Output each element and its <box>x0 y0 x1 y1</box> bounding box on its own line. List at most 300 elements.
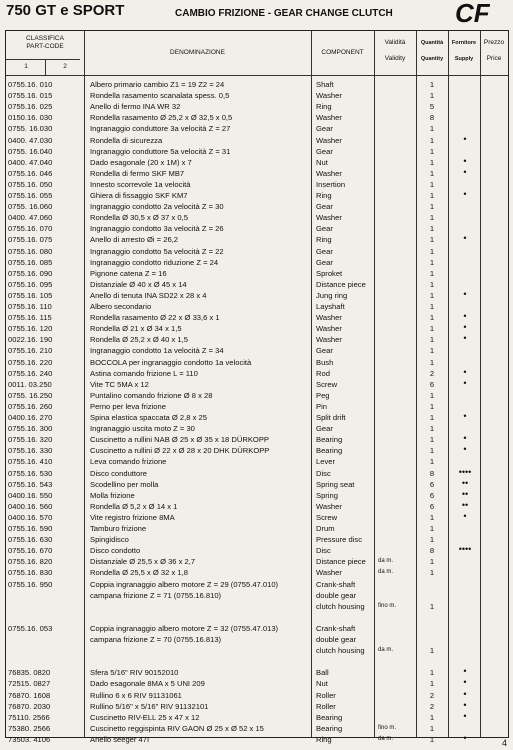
col-part-code: CLASSIFICA PART-CODE <box>26 35 64 50</box>
description-cell: Rondella Ø 25,2 x Ø 40 x 1,5 <box>90 335 188 345</box>
component-cell: Bearing <box>316 435 343 445</box>
component-cell: Disc <box>316 468 331 478</box>
description-cell: Ingranaggio condotto 2a velocità Z = 30 <box>90 202 224 212</box>
component-cell: Jung ring <box>316 290 348 300</box>
quantity-cell: 1 <box>429 202 435 212</box>
table-row <box>6 512 508 523</box>
part-code-cell: 0755.16. 110 <box>8 302 52 311</box>
quantity-cell: 6 <box>429 379 435 389</box>
supply-cell: • <box>463 189 467 199</box>
col-supply: Fornitore Supply <box>451 40 477 62</box>
quantity-cell: 1 <box>429 146 435 156</box>
table-row <box>6 390 508 401</box>
table-row <box>6 567 508 578</box>
table-row <box>6 678 508 689</box>
quantity-cell: 1 <box>429 712 435 722</box>
validity-cell: da m. <box>378 735 394 742</box>
component-cell: Gear <box>316 124 333 134</box>
table-row <box>6 345 508 356</box>
table-row <box>6 434 508 445</box>
part-code-cell: 0400.16. 270 <box>8 413 53 422</box>
part-code-cell: 75380. 2566 <box>8 723 51 733</box>
part-code-cell: 0755. 16.040 <box>8 146 53 156</box>
validity-cell: fino m. <box>378 602 397 609</box>
table-row <box>6 301 508 312</box>
supply-cell: • <box>463 666 467 677</box>
part-code-cell: 0400.16. 550 <box>8 490 53 500</box>
quantity-cell: 1 <box>429 557 435 567</box>
col-denominazione: DENOMINAZIONE <box>170 49 225 56</box>
quantity-cell: 1 <box>429 601 435 611</box>
table-row <box>6 146 508 157</box>
description-cell: Anello seeger 47I <box>90 734 150 744</box>
supply-cell: •• <box>461 477 469 488</box>
component-cell: Bearing <box>316 446 343 456</box>
component-cell: Distance piece <box>316 557 366 567</box>
description-cell: Ingranaggio conduttore 5a velocità Z = 31 <box>90 146 231 156</box>
component-cell: Gear <box>316 146 333 156</box>
quantity-cell: 1 <box>429 346 435 356</box>
description-cell: Anello di fermo INA WR 32 <box>90 102 181 112</box>
component-cell: Gear <box>316 257 333 267</box>
part-code-cell: 0400. 47.030 <box>8 135 53 145</box>
component-cell: Ring <box>316 235 332 245</box>
supply-cell: • <box>463 333 467 344</box>
description-cell: Rondella rasamento Ø 22 x Ø 33,6 x 1 <box>90 313 220 323</box>
quantity-cell: 1 <box>429 268 435 278</box>
component-cell: Washer <box>316 113 342 123</box>
part-code-cell: 0755.16. 090 <box>8 268 53 278</box>
quantity-cell: 1 <box>429 91 435 101</box>
table-row <box>6 479 508 490</box>
quantity-cell: 2 <box>429 690 435 700</box>
part-code-cell: 0755.16. 085 <box>8 257 53 267</box>
table-row <box>6 90 508 101</box>
component-cell: double gear <box>316 635 357 644</box>
component-cell: Pin <box>316 401 327 411</box>
component-cell: Crank-shaft <box>316 579 356 589</box>
table-row <box>6 423 508 434</box>
part-code-cell: 0400.16. 570 <box>8 512 53 522</box>
quantity-cell: 1 <box>429 435 435 445</box>
part-code-cell: 0755.16. 115 <box>8 313 52 323</box>
table-row <box>6 357 508 368</box>
component-cell: Gear <box>316 202 333 212</box>
table-row <box>6 534 508 545</box>
description-cell: Puntalino comando frizione Ø 8 x 28 <box>90 390 213 400</box>
component-cell: Washer <box>316 324 342 334</box>
component-cell: Spring <box>316 490 338 500</box>
component-cell: Washer <box>316 213 342 223</box>
description-cell: campana frizione Z = 70 (0755.16.813) <box>90 635 222 644</box>
table-row <box>6 667 508 678</box>
table-row <box>6 556 508 567</box>
quantity-cell: 1 <box>429 80 435 89</box>
part-code-cell: 0755.16. 220 <box>8 357 53 367</box>
supply-cell: • <box>463 510 467 521</box>
description-cell: Vite TC 5MA x 12 <box>90 379 149 389</box>
component-cell: Crank-shaft <box>316 623 356 633</box>
table-row <box>6 723 508 734</box>
part-code-cell: 0755.16. 120 <box>8 324 53 334</box>
table-row <box>6 179 508 190</box>
component-cell: Washer <box>316 501 342 511</box>
table-row <box>6 223 508 234</box>
quantity-cell: 1 <box>429 313 435 323</box>
quantity-cell: 1 <box>429 390 435 400</box>
description-cell: Ghiera di fissaggio SKF KM7 <box>90 191 188 200</box>
part-code-cell: 0755.16. 300 <box>8 424 53 434</box>
col-sub-2: 2 <box>63 63 67 70</box>
table-row <box>6 101 508 112</box>
quantity-cell: 1 <box>429 179 435 189</box>
component-cell: Layshaft <box>316 302 345 311</box>
table-row <box>6 212 508 223</box>
part-code-cell: 0755.16. 410 <box>8 457 53 467</box>
supply-cell: • <box>463 366 467 377</box>
part-code-cell: 0400. 47.060 <box>8 213 53 223</box>
part-code-cell: 75110. 2566 <box>8 712 50 722</box>
part-code-cell: 76835. 0820 <box>8 668 51 678</box>
part-code-cell: 0150.16. 030 <box>8 113 53 123</box>
description-cell: Coppia ingranaggio albero motore Z = 29 (0755.47.010) <box>90 579 279 589</box>
quantity-cell: 1 <box>429 224 435 234</box>
description-cell: Rondella Ø 30,5 x Ø 37 x 0,5 <box>90 213 188 223</box>
parts-table <box>5 30 509 744</box>
part-code-cell: 0755.16. 543 <box>8 479 53 489</box>
table-row <box>6 379 508 390</box>
table-row <box>6 645 508 656</box>
description-cell: Disco conduttore <box>90 468 147 478</box>
description-cell: Tamburo frizione <box>90 524 147 533</box>
table-row <box>6 368 508 379</box>
model-title: 750 GT e SPORT <box>6 2 125 19</box>
quantity-cell: 1 <box>429 213 435 223</box>
quantity-cell: 1 <box>429 290 435 300</box>
col-sub-1: 1 <box>24 63 28 70</box>
component-cell: Washer <box>316 568 342 578</box>
component-cell: Ring <box>316 102 332 112</box>
component-cell: Shaft <box>316 80 334 89</box>
description-cell: Leva comando frizione <box>90 457 167 467</box>
table-row <box>6 412 508 423</box>
supply-cell: •• <box>461 488 469 499</box>
part-code-cell: 0755.16. 046 <box>8 168 53 178</box>
quantity-cell: 6 <box>429 490 435 500</box>
description-cell: Distanziale Ø 40 x Ø 45 x 14 <box>90 279 187 289</box>
part-code-cell: 0755.16. 950 <box>8 579 53 589</box>
supply-cell: • <box>463 288 467 299</box>
part-code-cell: 0755.16. 105 <box>8 290 53 300</box>
validity-cell: da m. <box>378 647 394 654</box>
supply-cell: •••• <box>458 544 472 555</box>
quantity-cell: 1 <box>429 535 435 545</box>
part-code-cell: 0755.16. 260 <box>8 401 53 411</box>
part-code-cell: 0755.16. 010 <box>8 80 53 89</box>
description-cell: Ingranaggio uscita moto Z = 30 <box>90 424 195 434</box>
description-cell: BOCCOLA per ingranaggio condotto 1a velocità <box>90 357 252 367</box>
table-row <box>6 312 508 323</box>
table-row <box>6 135 508 146</box>
supply-cell: • <box>463 311 467 322</box>
quantity-cell: 1 <box>429 257 435 267</box>
component-cell: double gear <box>316 590 357 600</box>
component-cell: Washer <box>316 335 342 345</box>
part-code-cell: 0755.16. 053 <box>8 623 53 633</box>
description-cell: Perno per leva frizione <box>90 401 166 411</box>
table-row <box>6 323 508 334</box>
quantity-cell: 1 <box>429 646 435 656</box>
description-cell: Dado esagonale (20 x 1M) x 7 <box>90 157 192 167</box>
quantity-cell: 5 <box>429 102 435 112</box>
component-cell: Washer <box>316 168 342 178</box>
quantity-cell: 1 <box>429 302 435 311</box>
component-cell: clutch housing <box>316 601 365 611</box>
quantity-cell: 1 <box>429 668 435 678</box>
table-row <box>6 190 508 201</box>
component-cell: Washer <box>316 135 342 145</box>
subheader-divider <box>6 59 80 60</box>
table-row <box>6 590 508 601</box>
description-cell: Ingranaggio conduttore 3a velocità Z = 27 <box>90 124 231 134</box>
quantity-cell: 1 <box>429 279 435 289</box>
description-cell: Cuscinetto RIV-ELL 25 x 47 x 12 <box>90 712 200 722</box>
description-cell: Sfera 5/16" RIV 90152010 <box>90 668 179 678</box>
part-code-cell: 0755.16. 830 <box>8 568 53 578</box>
part-code-cell: 0022.16. 190 <box>8 335 53 345</box>
description-cell: Albero secondario <box>90 302 152 311</box>
table-row <box>6 279 508 290</box>
component-cell: Nut <box>316 679 328 689</box>
table-row <box>6 112 508 123</box>
component-cell: Bearing <box>316 723 343 733</box>
part-code-cell: 0755.16. 080 <box>8 246 53 256</box>
table-row <box>6 246 508 257</box>
part-code-cell: 0400.16. 560 <box>8 501 53 511</box>
table-row <box>6 290 508 301</box>
description-cell: Innesto scorrevole 1a velocità <box>90 179 191 189</box>
supply-cell: • <box>463 444 467 455</box>
header-divider <box>6 75 508 76</box>
component-cell: Roller <box>316 701 336 711</box>
col-validity: Validità Validity <box>384 39 406 62</box>
quantity-cell: 8 <box>429 546 435 556</box>
component-cell: Drum <box>316 524 335 533</box>
description-cell: Rondella rasamento Ø 25,2 x Ø 32,5 x 0,5 <box>90 113 233 123</box>
component-cell: Sproket <box>316 268 343 278</box>
component-cell: Spring seat <box>316 479 355 489</box>
component-cell: Bearing <box>316 712 343 722</box>
quantity-cell: 1 <box>429 357 435 367</box>
section-title: CAMBIO FRIZIONE - GEAR CHANGE CLUTCH <box>175 8 393 19</box>
supply-cell: • <box>463 699 467 710</box>
quantity-cell: 8 <box>429 113 435 123</box>
table-row <box>6 601 508 612</box>
table-row <box>6 201 508 212</box>
description-cell: Rondella di sicurezza <box>90 135 163 145</box>
table-row <box>6 490 508 501</box>
component-cell: Ring <box>316 191 332 200</box>
quantity-cell: 1 <box>429 424 435 434</box>
supply-cell: • <box>463 322 467 333</box>
component-cell: Insertion <box>316 179 346 189</box>
part-code-cell: 0755. 16.060 <box>8 202 53 212</box>
quantity-cell: 8 <box>429 468 435 478</box>
supply-cell: • <box>463 433 467 444</box>
description-cell: Vite registro frizione 8MA <box>90 512 175 522</box>
part-code-cell: 0755.16. 240 <box>8 368 53 378</box>
part-code-cell: 0755.16. 075 <box>8 235 53 245</box>
quantity-cell: 1 <box>429 335 435 345</box>
table-row <box>6 579 508 590</box>
component-cell: Pressure disc <box>316 535 363 545</box>
table-row <box>6 456 508 467</box>
description-cell: Rondella Ø 5,2 x Ø 14 x 1 <box>90 501 178 511</box>
supply-cell: • <box>463 233 467 244</box>
description-cell: campana frizione Z = 71 (0755.16.810) <box>90 590 222 600</box>
component-cell: Screw <box>316 379 338 389</box>
part-code-cell: 76870. 1608 <box>8 690 51 700</box>
quantity-cell: 1 <box>429 246 435 256</box>
supply-cell: •••• <box>458 466 472 477</box>
table-row <box>6 445 508 456</box>
component-cell: Gear <box>316 246 333 256</box>
table-row <box>6 468 508 479</box>
component-cell: Gear <box>316 224 333 234</box>
component-cell: Washer <box>316 91 342 101</box>
description-cell: Dado esagonale 8MA x 5 UNI 209 <box>90 679 205 689</box>
section-code: CF <box>455 0 490 28</box>
description-cell: Coppia ingranaggio albero motore Z = 32 (0755.47.013) <box>90 623 279 633</box>
supply-cell: • <box>463 710 467 721</box>
part-code-cell: 72515. 0827 <box>8 679 51 689</box>
table-row <box>6 123 508 134</box>
quantity-cell: 2 <box>429 368 435 378</box>
description-cell: Rullino 5/16" x 5/16" RIV 91132101 <box>90 701 209 711</box>
part-code-cell: 0755.16. 320 <box>8 435 53 445</box>
part-code-cell: 0755.16. 070 <box>8 224 53 234</box>
part-code-cell: 0755.16. 095 <box>8 279 53 289</box>
table-row <box>6 157 508 168</box>
table-row <box>6 168 508 179</box>
part-code-cell: 0755.16. 590 <box>8 524 53 533</box>
description-cell: Anello di arresto Øi = 26,2 <box>90 235 179 245</box>
supply-cell: • <box>463 133 467 144</box>
table-row <box>6 501 508 512</box>
description-cell: Ingranaggio condotto 3a velocità Z = 26 <box>90 224 224 234</box>
component-cell: Split drift <box>316 413 346 422</box>
description-cell: Rondella rasamento scanalata spess. 0,5 <box>90 91 230 101</box>
table-row <box>6 523 508 534</box>
description-cell: Astina comando frizione L = 110 <box>90 368 198 378</box>
table-row <box>6 545 508 556</box>
quantity-cell: 1 <box>429 524 435 533</box>
description-cell: Scodellino per molla <box>90 479 159 489</box>
description-cell: Cuscinetto a rullini Ø 22 x Ø 28 x 20 DHK DÜRKOPP <box>90 446 270 456</box>
table-row <box>6 612 508 623</box>
quantity-cell: 1 <box>429 191 435 200</box>
quantity-cell: 1 <box>429 734 435 744</box>
table-row <box>6 79 508 90</box>
table-row <box>6 634 508 645</box>
part-code-cell: 0755.16. 025 <box>8 102 53 112</box>
part-code-cell: 0755.16. 015 <box>8 91 53 101</box>
quantity-cell: 1 <box>429 568 435 578</box>
quantity-cell: 1 <box>429 401 435 411</box>
quantity-cell: 1 <box>429 413 435 422</box>
part-code-cell: 0755.16. 670 <box>8 546 53 556</box>
table-row <box>6 701 508 712</box>
description-cell: Spina elastica spaccata Ø 2,8 x 25 <box>90 413 207 422</box>
description-cell: Ingranaggio condotto 1a velocità Z = 34 <box>90 346 224 356</box>
description-cell: Molla frizione <box>90 490 135 500</box>
part-code-cell: 0755. 16.030 <box>8 124 53 134</box>
page-number: 4 <box>501 738 507 748</box>
table-row <box>6 623 508 634</box>
component-cell: Rod <box>316 368 330 378</box>
part-code-cell: 0755.16. 055 <box>8 191 53 200</box>
description-cell: Spingidisco <box>90 535 129 545</box>
part-code-cell: 0755.16. 820 <box>8 557 53 567</box>
component-cell: Roller <box>316 690 336 700</box>
part-code-cell: 0755.16. 330 <box>8 446 53 456</box>
validity-cell: da m. <box>378 558 394 565</box>
description-cell: Pignone catena Z = 16 <box>90 268 167 278</box>
quantity-cell: 1 <box>429 168 435 178</box>
component-cell: Nut <box>316 157 328 167</box>
supply-cell: • <box>463 155 467 166</box>
description-cell: Rondella di fermo SKF MB7 <box>90 168 185 178</box>
part-code-cell: 0400. 47.040 <box>8 157 53 167</box>
description-cell: Anello di tenuta INA SD22 x 28 x 4 <box>90 290 207 300</box>
quantity-cell: 1 <box>429 723 435 733</box>
quantity-cell: 1 <box>429 124 435 134</box>
quantity-cell: 1 <box>429 457 435 467</box>
col-quantity: Quantità Quantity <box>420 40 444 62</box>
part-code-cell: 73503. 4106 <box>8 734 51 744</box>
table-row <box>6 656 508 667</box>
part-code-cell: 0755.16. 630 <box>8 535 53 545</box>
validity-cell: da m. <box>378 569 394 576</box>
supply-cell: • <box>463 166 467 177</box>
description-cell: Rondella Ø 21 x Ø 34 x 1,5 <box>90 324 182 334</box>
supply-cell: • <box>463 411 467 421</box>
table-row <box>6 234 508 245</box>
component-cell: Gear <box>316 424 333 434</box>
description-cell: Ingranaggio condotto 5a velocità Z = 22 <box>90 246 224 256</box>
quantity-cell: 2 <box>429 701 435 711</box>
part-code-cell: 0755. 16.250 <box>8 390 53 400</box>
component-cell: clutch housing <box>316 646 365 656</box>
component-cell: Distance piece <box>316 279 366 289</box>
quantity-cell: 1 <box>429 157 435 167</box>
component-cell: Bush <box>316 357 334 367</box>
component-cell: Peg <box>316 390 330 400</box>
quantity-cell: 1 <box>429 446 435 456</box>
supply-cell: • <box>463 677 467 688</box>
quantity-cell: 1 <box>429 135 435 145</box>
component-cell: Lever <box>316 457 335 467</box>
component-cell: Washer <box>316 313 342 323</box>
col-price: Prezzo Price <box>483 39 505 62</box>
supply-cell: • <box>463 732 467 743</box>
description-cell: Rondella Ø 25,5 x Ø 32 x 1,8 <box>90 568 188 578</box>
quantity-cell: 1 <box>429 679 435 689</box>
quantity-cell: 6 <box>429 501 435 511</box>
table-row <box>6 734 508 745</box>
quantity-cell: 1 <box>429 235 435 245</box>
quantity-cell: 1 <box>429 324 435 334</box>
